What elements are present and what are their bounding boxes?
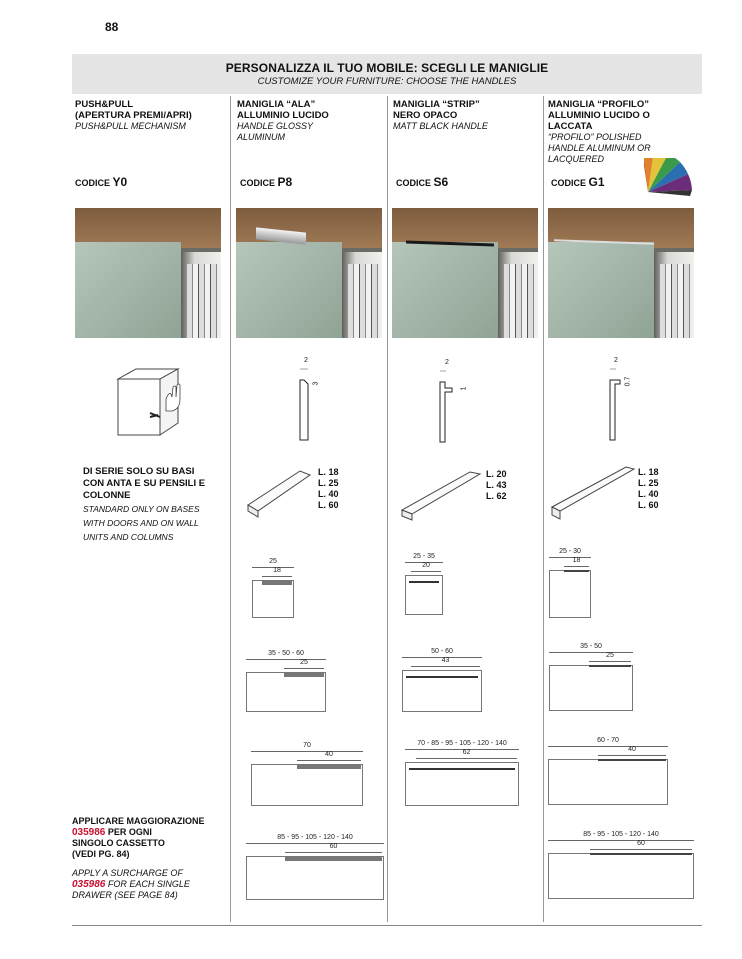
drawer-handle (262, 580, 292, 585)
length-item: L. 40 (318, 489, 339, 499)
drawer-handle (598, 759, 666, 761)
drawer-inner-dim: 20 (422, 562, 430, 569)
photo-door (392, 242, 498, 338)
drawer-outer-dim: 85 - 95 - 105 - 120 - 140 (277, 834, 353, 841)
profile-strip-width: 2 (445, 359, 449, 366)
profile-strip-section-icon (432, 368, 462, 448)
photo-door (236, 242, 342, 338)
length-item: L. 25 (638, 478, 659, 488)
bottom-rule (72, 925, 702, 926)
column-subtitle: MATT BLACK HANDLE (393, 121, 488, 131)
photo-ala (236, 208, 382, 338)
code-value: P8 (277, 175, 293, 189)
column-title: MANIGLIA “STRIP” NERO OPACO (393, 99, 480, 121)
drawer-handle (409, 581, 439, 583)
drawer-inner-dim: 62 (462, 749, 471, 756)
profile-profilo-width: 2 (614, 357, 618, 364)
drawer-inner-dim-line (589, 661, 631, 662)
column-header-profilo (548, 99, 696, 165)
photo-books (348, 264, 378, 338)
drawer-inner-dim: 18 (273, 567, 281, 574)
length-item: L. 60 (318, 500, 339, 510)
standard-note (83, 466, 233, 544)
drawer-front (549, 570, 591, 618)
column-subtitle: “PROFILO” POLISHED HANDLE ALUMINUM OR LACQUERED (548, 132, 651, 164)
code-g1 (551, 175, 605, 189)
code-value: Y0 (112, 175, 128, 189)
length-item: L. 20 (486, 469, 507, 479)
banner-title: PERSONALIZZA IL TUO MOBILE: SCEGLI LE MANIGLIE (225, 61, 549, 75)
drawer-front (548, 853, 694, 899)
code-s6 (396, 175, 448, 189)
standard-note-en: STANDARD ONLY ON BASES WITH DOORS AND ON WALL UNITS AND COLUMNS (83, 504, 200, 542)
drawer-outer-dim: 35 - 50 - 60 (268, 650, 304, 657)
profile-ala-width: 2 (304, 357, 308, 364)
drawer-outer-dim: 25 (269, 558, 277, 565)
column-header-ala (237, 99, 385, 143)
profile-ala-height: 3 (312, 381, 320, 386)
length-item: L. 18 (638, 467, 659, 477)
column-title: MANIGLIA “PROFILO” ALLUMINIO LUCIDO O LACCATA (548, 99, 650, 132)
drawer-inner-dim: 40 (628, 746, 636, 753)
surcharge-it-line3: SINGOLO CASSETTO (72, 838, 165, 848)
column-divider (387, 96, 388, 922)
drawer-handle (590, 853, 692, 855)
drawer-outer-dim: 85 - 95 - 105 - 120 - 140 (583, 831, 659, 838)
column-header-strip (393, 99, 541, 132)
surcharge-it-line2: PER OGNI (105, 826, 152, 837)
drawer-outer-dim: 70 (303, 742, 311, 749)
length-item: L. 25 (318, 478, 339, 488)
drawer-inner-dim: 25 (300, 659, 308, 666)
drawer-front (549, 665, 633, 711)
drawer-inner-dim: 60 (329, 843, 338, 850)
drawer-inner-dim-line (416, 758, 517, 759)
drawer-front (548, 759, 668, 805)
photo-door (75, 242, 181, 338)
code-value: G1 (588, 175, 605, 189)
strip-handle-3d-icon (398, 466, 484, 522)
drawer-handle (589, 665, 631, 667)
surcharge-code: 035986 (72, 826, 106, 838)
ala-handle-3d-icon (244, 465, 316, 521)
drawer-inner-dim-line (285, 852, 382, 853)
drawer-inner-dim-line (590, 849, 692, 850)
drawer-inner-dim-line (598, 755, 666, 756)
drawer-outer-dim: 25 - 35 (413, 553, 435, 560)
drawer-inner-dim: 25 (606, 652, 614, 659)
code-value: S6 (433, 175, 449, 189)
drawer-inner-dim-line (411, 571, 441, 572)
surcharge-code-en: 035986 (72, 878, 106, 890)
standard-note-it: DI SERIE SOLO SU BASI CON ANTA E SU PENSILI E COLONNE (83, 466, 206, 501)
drawer-inner-dim-line (262, 576, 292, 577)
profile-profilo-height: 0.7 (624, 376, 632, 387)
drawer-outer-dim: 25 - 30 (559, 548, 581, 555)
ala-lengths (318, 467, 339, 511)
drawer-inner-dim: 60 (637, 840, 645, 847)
photo-books (187, 264, 217, 338)
profilo-handle-3d-icon (548, 463, 638, 523)
drawer-outer-dim: 35 - 50 (580, 643, 602, 650)
drawer-handle (285, 856, 382, 861)
drawer-inner-dim: 40 (325, 751, 333, 758)
drawer-handle (297, 764, 361, 769)
code-prefix: CODICE (240, 178, 276, 188)
profile-profilo-section-icon (602, 366, 632, 446)
photo-strip (392, 208, 538, 338)
drawer-handle (409, 768, 515, 770)
surcharge-en-line2: FOR EACH SINGLE (105, 878, 190, 889)
column-subtitle: HANDLE GLOSSY ALUMINUM (237, 121, 314, 142)
length-item: L. 43 (486, 480, 507, 490)
column-subtitle: PUSH&PULL MECHANISM (75, 121, 186, 131)
drawer-outer-dim: 60 - 70 (597, 737, 619, 744)
code-prefix: CODICE (75, 178, 111, 188)
column-header-push-pull (75, 99, 225, 132)
drawer-inner-dim-line (297, 760, 361, 761)
code-p8 (240, 175, 292, 189)
drawer-handle (406, 676, 478, 678)
code-prefix: CODICE (551, 178, 587, 188)
surcharge-it-line1: APPLICARE MAGGIORAZIONE (72, 816, 205, 826)
page-number: 88 (105, 20, 119, 34)
surcharge-en-line3: DRAWER (SEE PAGE 84) (72, 890, 178, 900)
profile-strip-height: 1 (460, 386, 468, 391)
length-item: L. 60 (638, 500, 659, 510)
length-item: L. 62 (486, 491, 507, 501)
code-y0 (75, 175, 127, 189)
page-banner (72, 54, 702, 94)
column-title: PUSH&PULL (APERTURA PREMI/APRI) (75, 99, 192, 121)
push-pull-cabinet-icon (112, 365, 184, 443)
drawer-front (252, 580, 294, 618)
drawer-front (246, 672, 326, 712)
drawer-inner-dim-line (284, 668, 324, 669)
length-item: L. 18 (318, 467, 339, 477)
column-divider (543, 96, 544, 922)
banner-subtitle: CUSTOMIZE YOUR FURNITURE: CHOOSE THE HANDLES (257, 76, 517, 87)
drawer-front (246, 856, 384, 900)
profile-ala-section-icon (290, 366, 320, 446)
photo-profilo (548, 208, 694, 338)
drawer-inner-dim-line (564, 566, 589, 567)
color-fan-icon (644, 158, 694, 196)
drawer-handle (284, 672, 324, 677)
drawer-inner-dim: 43 (441, 657, 450, 664)
surcharge-it-line4: (VEDI PG. 84) (72, 848, 130, 859)
photo-push-pull (75, 208, 221, 338)
photo-books (660, 264, 690, 338)
length-item: L. 40 (638, 489, 659, 499)
surcharge-note (72, 816, 232, 901)
code-prefix: CODICE (396, 178, 432, 188)
column-title: MANIGLIA “ALA” ALLUMINIO LUCIDO (237, 99, 329, 121)
photo-books (504, 264, 534, 338)
drawer-front (251, 764, 363, 806)
surcharge-en-line1: APPLY A SURCHARGE OF (72, 868, 183, 878)
drawer-inner-dim-line (411, 666, 480, 667)
drawer-outer-dim: 70 - 85 - 95 - 105 - 120 - 140 (417, 740, 507, 747)
drawer-inner-dim: 18 (572, 557, 581, 564)
photo-door (548, 242, 654, 338)
drawer-outer-dim: 50 - 60 (431, 648, 453, 655)
strip-lengths (486, 469, 507, 502)
drawer-handle (564, 570, 589, 572)
profilo-lengths (638, 467, 659, 511)
